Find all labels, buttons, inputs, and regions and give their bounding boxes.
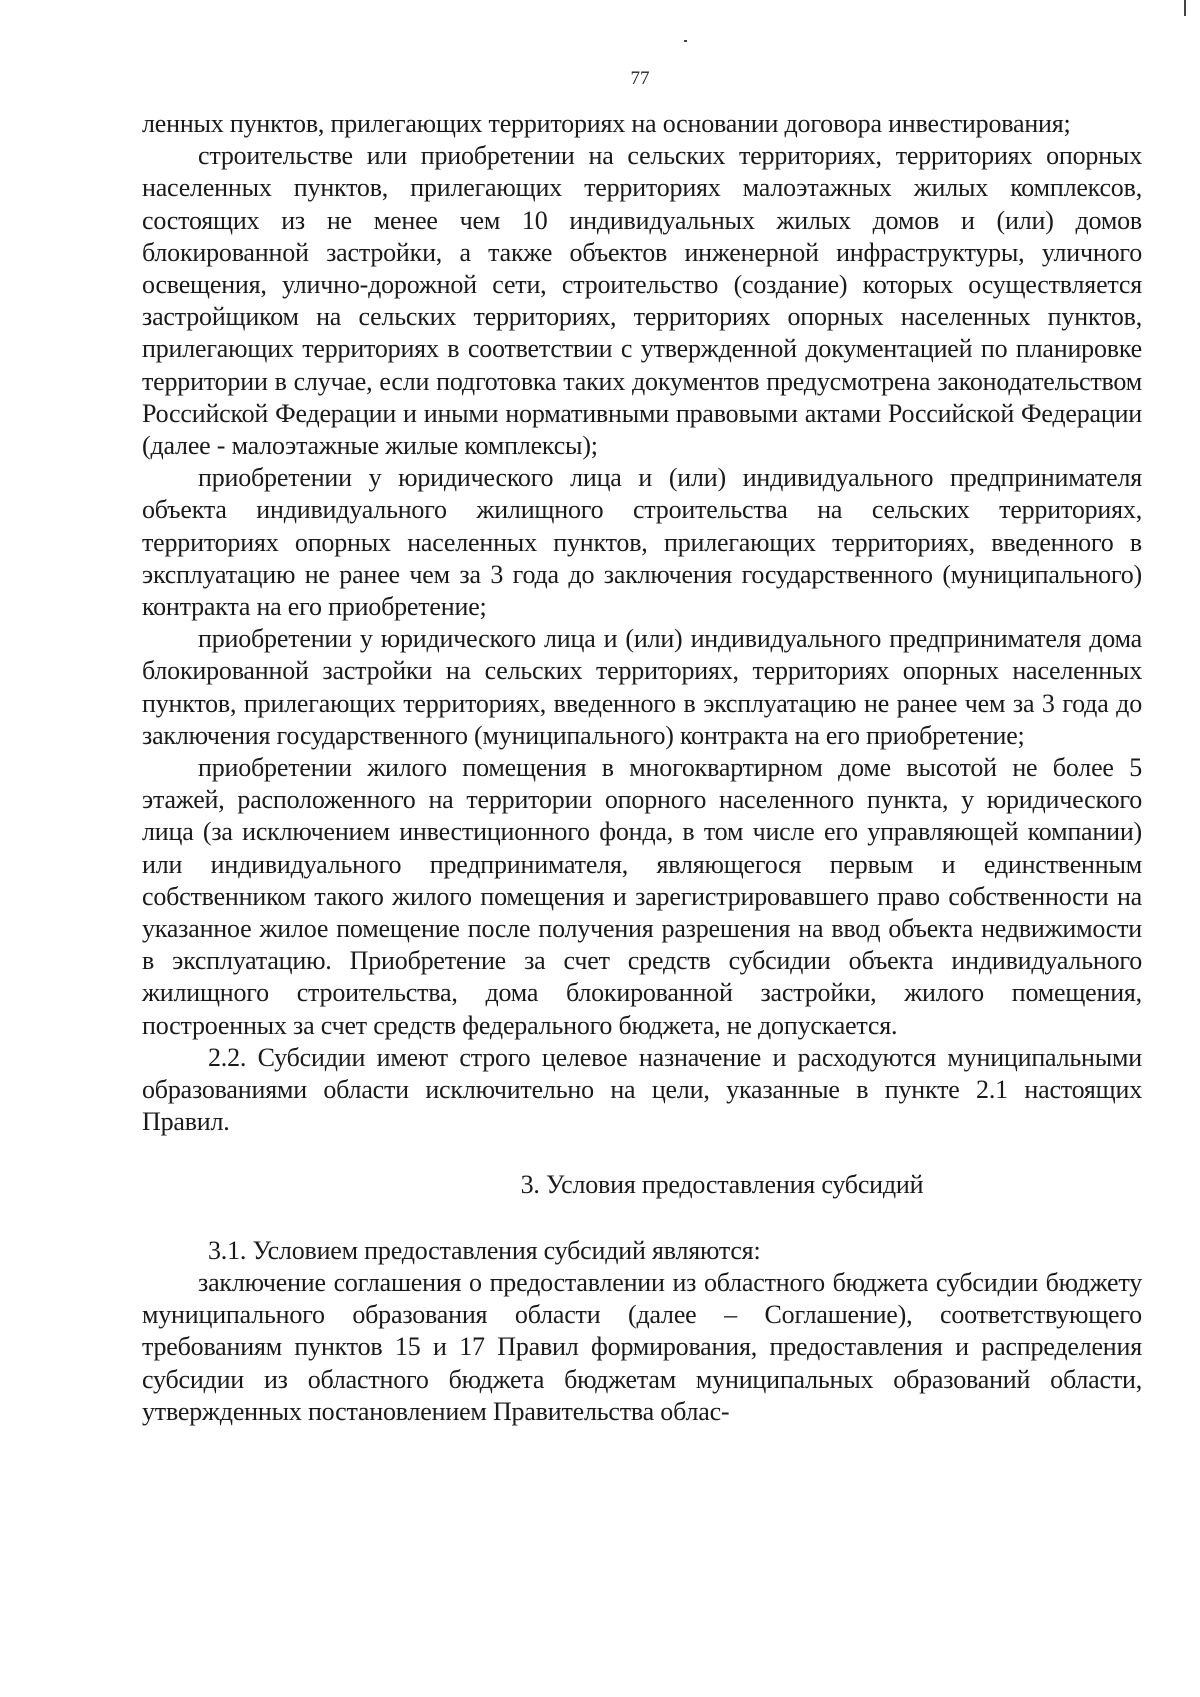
- paragraph-acquisition-blocked-house: приобретении у юридического лица и (или) индивидуального предпринимателя дома блокированной застройки на сельских территориях, территориях опорных населенных пунктов, прилегающих территориях, введенного в эксплуатацию не ранее чем за 3 года до заключения государственного (муниципального) контракта на его приобретение;: [142, 624, 1142, 750]
- page-number: 77: [630, 68, 650, 89]
- paragraph-agreement: заключение соглашения о предоставлении из областного бюджета субсидии бюджету муниципального образования области (далее – Соглашение), соответствующего требованиям пунктов 15 и 17 Правил формирования, предоставления и распределения субсидии из областного бюджета бюджетам муниципальных образований области, утвержденных постановлением Правительства облас-: [142, 1267, 1142, 1426]
- clause-3-1: 3.1. Условием предоставления субсидий являются:: [208, 1235, 761, 1265]
- document-body: [142, 108, 1142, 1428]
- section-heading: 3. Условия предоставления субсидий: [520, 1169, 924, 1199]
- paragraph-construction: строительстве или приобретении на сельских территориях, территориях опорных населенных пунктов, прилегающих территориях малоэтажных жилых комплексов, состоящих из не менее чем 10 индивидуальных жилых домов и (или) домов блокированной застройки, а также объектов инженерной инфраструктуры, уличного освещения, улично-дорожной сети, строительство (создание) которых осуществляется застройщиком на сельских территориях, территориях опорных населенных пунктов, прилегающих территориях в соответствии с утвержденной документацией по планировке территории в случае, если подготовка таких документов предусмотрена законодательством Российской Федерации и иными нормативными правовыми актами Российской Федерации (далее - малоэтажные жилые комплексы);: [142, 141, 1142, 461]
- scan-artifact-top: [684, 40, 687, 42]
- paragraph-acquisition-individual-house: приобретении у юридического лица и (или) индивидуального предпринимателя объекта индивидуального жилищного строительства на сельских территориях, территориях опорных населенных пунктов, прилегающих территориях, введенного в эксплуатацию не ранее чем за 3 года до заключения государственного (муниципального) контракта на его приобретение;: [142, 463, 1142, 622]
- clause-2-2: 2.2. Субсидии имеют строго целевое назначение и расходуются муниципальными образованиями области исключительно на цели, указанные в пункте 2.1 настоящих Правил.: [142, 1042, 1142, 1137]
- paragraph-acquisition-apartment: приобретении жилого помещения в многоквартирном доме высотой не более 5 этажей, расположенного на территории опорного населенного пункта, у юридического лица (за исключением инвестиционного фонда, в том числе его управляющей компании) или индивидуального предпринимателя, являющегося первым и единственным собственником такого жилого помещения и зарегистрировавшего право собственности на указанное жилое помещение после получения разрешения на ввод объекта недвижимости в эксплуатацию. Приобретение за счет средств субсидии объекта индивидуального жилищного строительства, дома блокированной застройки, жилого помещения, построенных за счет средств федерального бюджета, не допускается.: [142, 753, 1142, 1040]
- scan-artifact-right: [1184, 0, 1186, 16]
- paragraph-continuation: ленных пунктов, прилегающих территориях на основании договора инвестирования;: [142, 109, 1071, 138]
